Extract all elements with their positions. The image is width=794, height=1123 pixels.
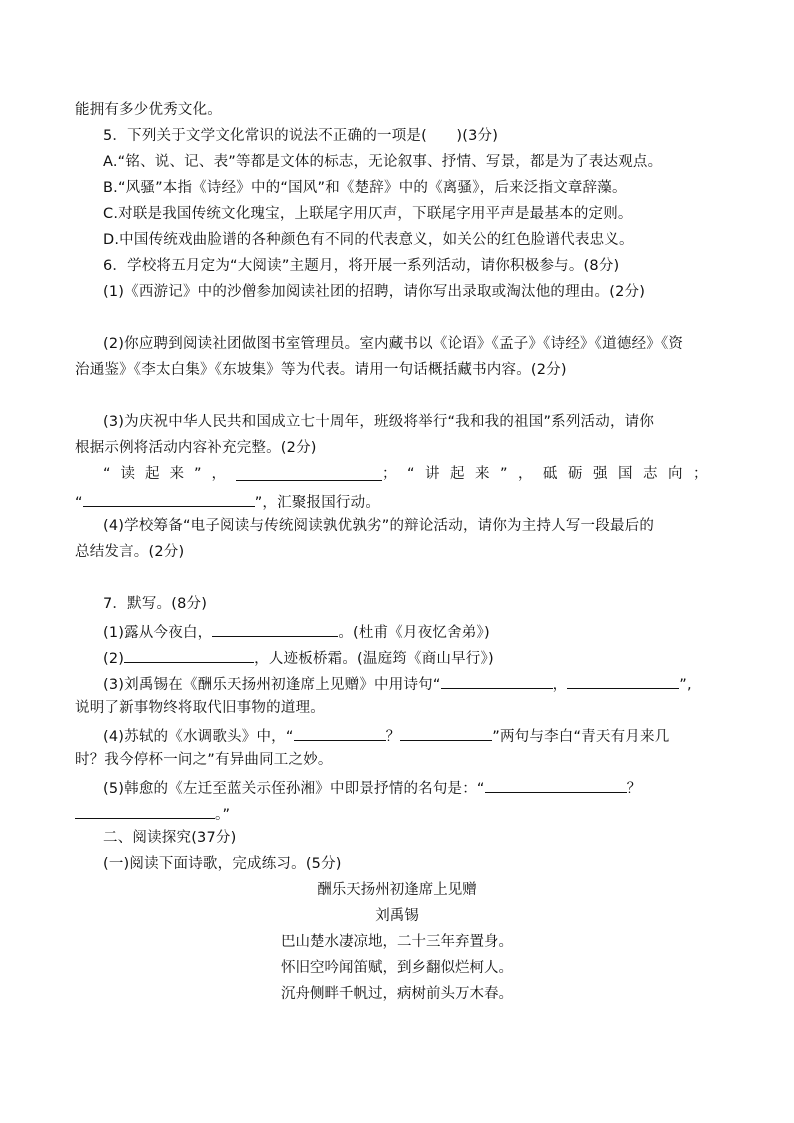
question-7-2: (2) ，人迹板桥霜。(温庭筠《商山早行》) bbox=[103, 646, 494, 669]
question-7-5-line1: (5)韩愈的《左迁至蓝关示侄孙湘》中即景抒情的名句是：“ ？ bbox=[103, 776, 641, 799]
continuation-line: 能拥有多少优秀文化。 bbox=[75, 102, 222, 118]
question-6-3-example-line bbox=[75, 464, 718, 484]
question-6-3-fill-line: “ ”，汇聚报国行动。 bbox=[75, 490, 380, 513]
poem-line: 怀旧空吟闻笛赋，到乡翻似烂柯人。 bbox=[281, 960, 513, 976]
question-5: 5．下列关于文学文化常识的说法不正确的一项是( )(3分) bbox=[103, 128, 499, 144]
question-6-4-line2: 总结发言。(2分) bbox=[75, 544, 185, 560]
poem-author: 刘禹锡 bbox=[375, 908, 419, 924]
blank-7-5-a[interactable] bbox=[485, 776, 627, 793]
blank-7-2[interactable] bbox=[124, 646, 254, 663]
question-6-1: (1)《西游记》中的沙僧参加阅读社团的招聘，请你写出录取或淘汰他的理由。(2分) bbox=[103, 284, 646, 300]
option-b: B.“风骚”本指《诗经》中的“国风”和《楚辞》中的《离骚》，后来泛指文章辞藻。 bbox=[103, 180, 627, 196]
blank-7-4-b[interactable] bbox=[400, 724, 492, 741]
option-c: C.对联是我国传统文化瑰宝，上联尾字用仄声，下联尾字用平声是最基本的定则。 bbox=[103, 206, 633, 222]
blank-7-1[interactable] bbox=[212, 620, 338, 637]
option-a: A.“铭、说、记、表”等都是文体的标志，无论叙事、抒情、写景，都是为了表达观点。 bbox=[103, 154, 663, 170]
poem-line: 巴山楚水凄凉地，二十三年弃置身。 bbox=[281, 934, 513, 950]
question-6-3-line2: 根据示例将活动内容补充完整。(2分) bbox=[75, 440, 317, 456]
section-2-part-1: (一)阅读下面诗歌，完成练习。(5分) bbox=[103, 856, 342, 872]
question-7-5-line2: 。” bbox=[75, 802, 230, 825]
question-7-3-line2: 说明了新事物终将取代旧事物的道理。 bbox=[75, 700, 325, 716]
question-6-4-line1: (4)学校筹备“电子阅读与传统阅读孰优孰劣”的辩论活动，请你为主持人写一段最后的 bbox=[103, 518, 655, 534]
question-6: 6．学校将五月定为“大阅读”主题月，将开展一系列活动，请你积极参与。(8分) bbox=[103, 258, 620, 274]
blank-7-3-b[interactable] bbox=[567, 672, 679, 689]
blank-7-4-a[interactable] bbox=[294, 724, 386, 741]
question-7-4-line2: 时？我今停杯一问之”有异曲同工之妙。 bbox=[75, 752, 333, 768]
example-read-label: “读起来”， bbox=[103, 466, 237, 482]
question-7: 7．默写。(8分) bbox=[103, 596, 208, 612]
poem-line: 沉舟侧畔千帆过，病树前头万木春。 bbox=[281, 986, 513, 1002]
question-6-3-line1: (3)为庆祝中华人民共和国成立七十周年，班级将举行“我和我的祖国”系列活动，请你 bbox=[103, 414, 655, 430]
question-6-2-line1: (2)你应聘到阅读社团做图书室管理员。室内藏书以《论语》《孟子》《诗经》《道德经》《资 bbox=[103, 336, 684, 352]
question-7-1: (1)露从今夜白， 。(杜甫《月夜忆舍弟》) bbox=[103, 620, 490, 643]
section-2-heading: 二、阅读探究(37分) bbox=[103, 830, 237, 846]
option-d: D.中国传统戏曲脸谱的各种颜色有不同的代表意义，如关公的红色脸谱代表忠义。 bbox=[103, 232, 634, 248]
blank-6-3-a[interactable] bbox=[236, 464, 382, 481]
blank-7-5-b[interactable] bbox=[75, 802, 215, 819]
question-6-2-line2: 治通鉴》《李太白集》《东坡集》等为代表。请用一句话概括藏书内容。(2分) bbox=[75, 362, 567, 378]
poem-title: 酬乐天扬州初逢席上见赠 bbox=[317, 882, 477, 898]
example-speak-label: ；“讲起来”，砥砺强国志向； bbox=[381, 466, 718, 482]
question-7-3-line1: (3)刘禹锡在《酬乐天扬州初逢席上见赠》中用诗句“ ， ”, bbox=[103, 672, 692, 695]
blank-7-3-a[interactable] bbox=[441, 672, 553, 689]
blank-6-3-b[interactable] bbox=[83, 490, 255, 507]
question-7-4-line1: (4)苏轼的《水调歌头》中，“ ？ ”两句与李白“青天有月来几 bbox=[103, 724, 669, 747]
